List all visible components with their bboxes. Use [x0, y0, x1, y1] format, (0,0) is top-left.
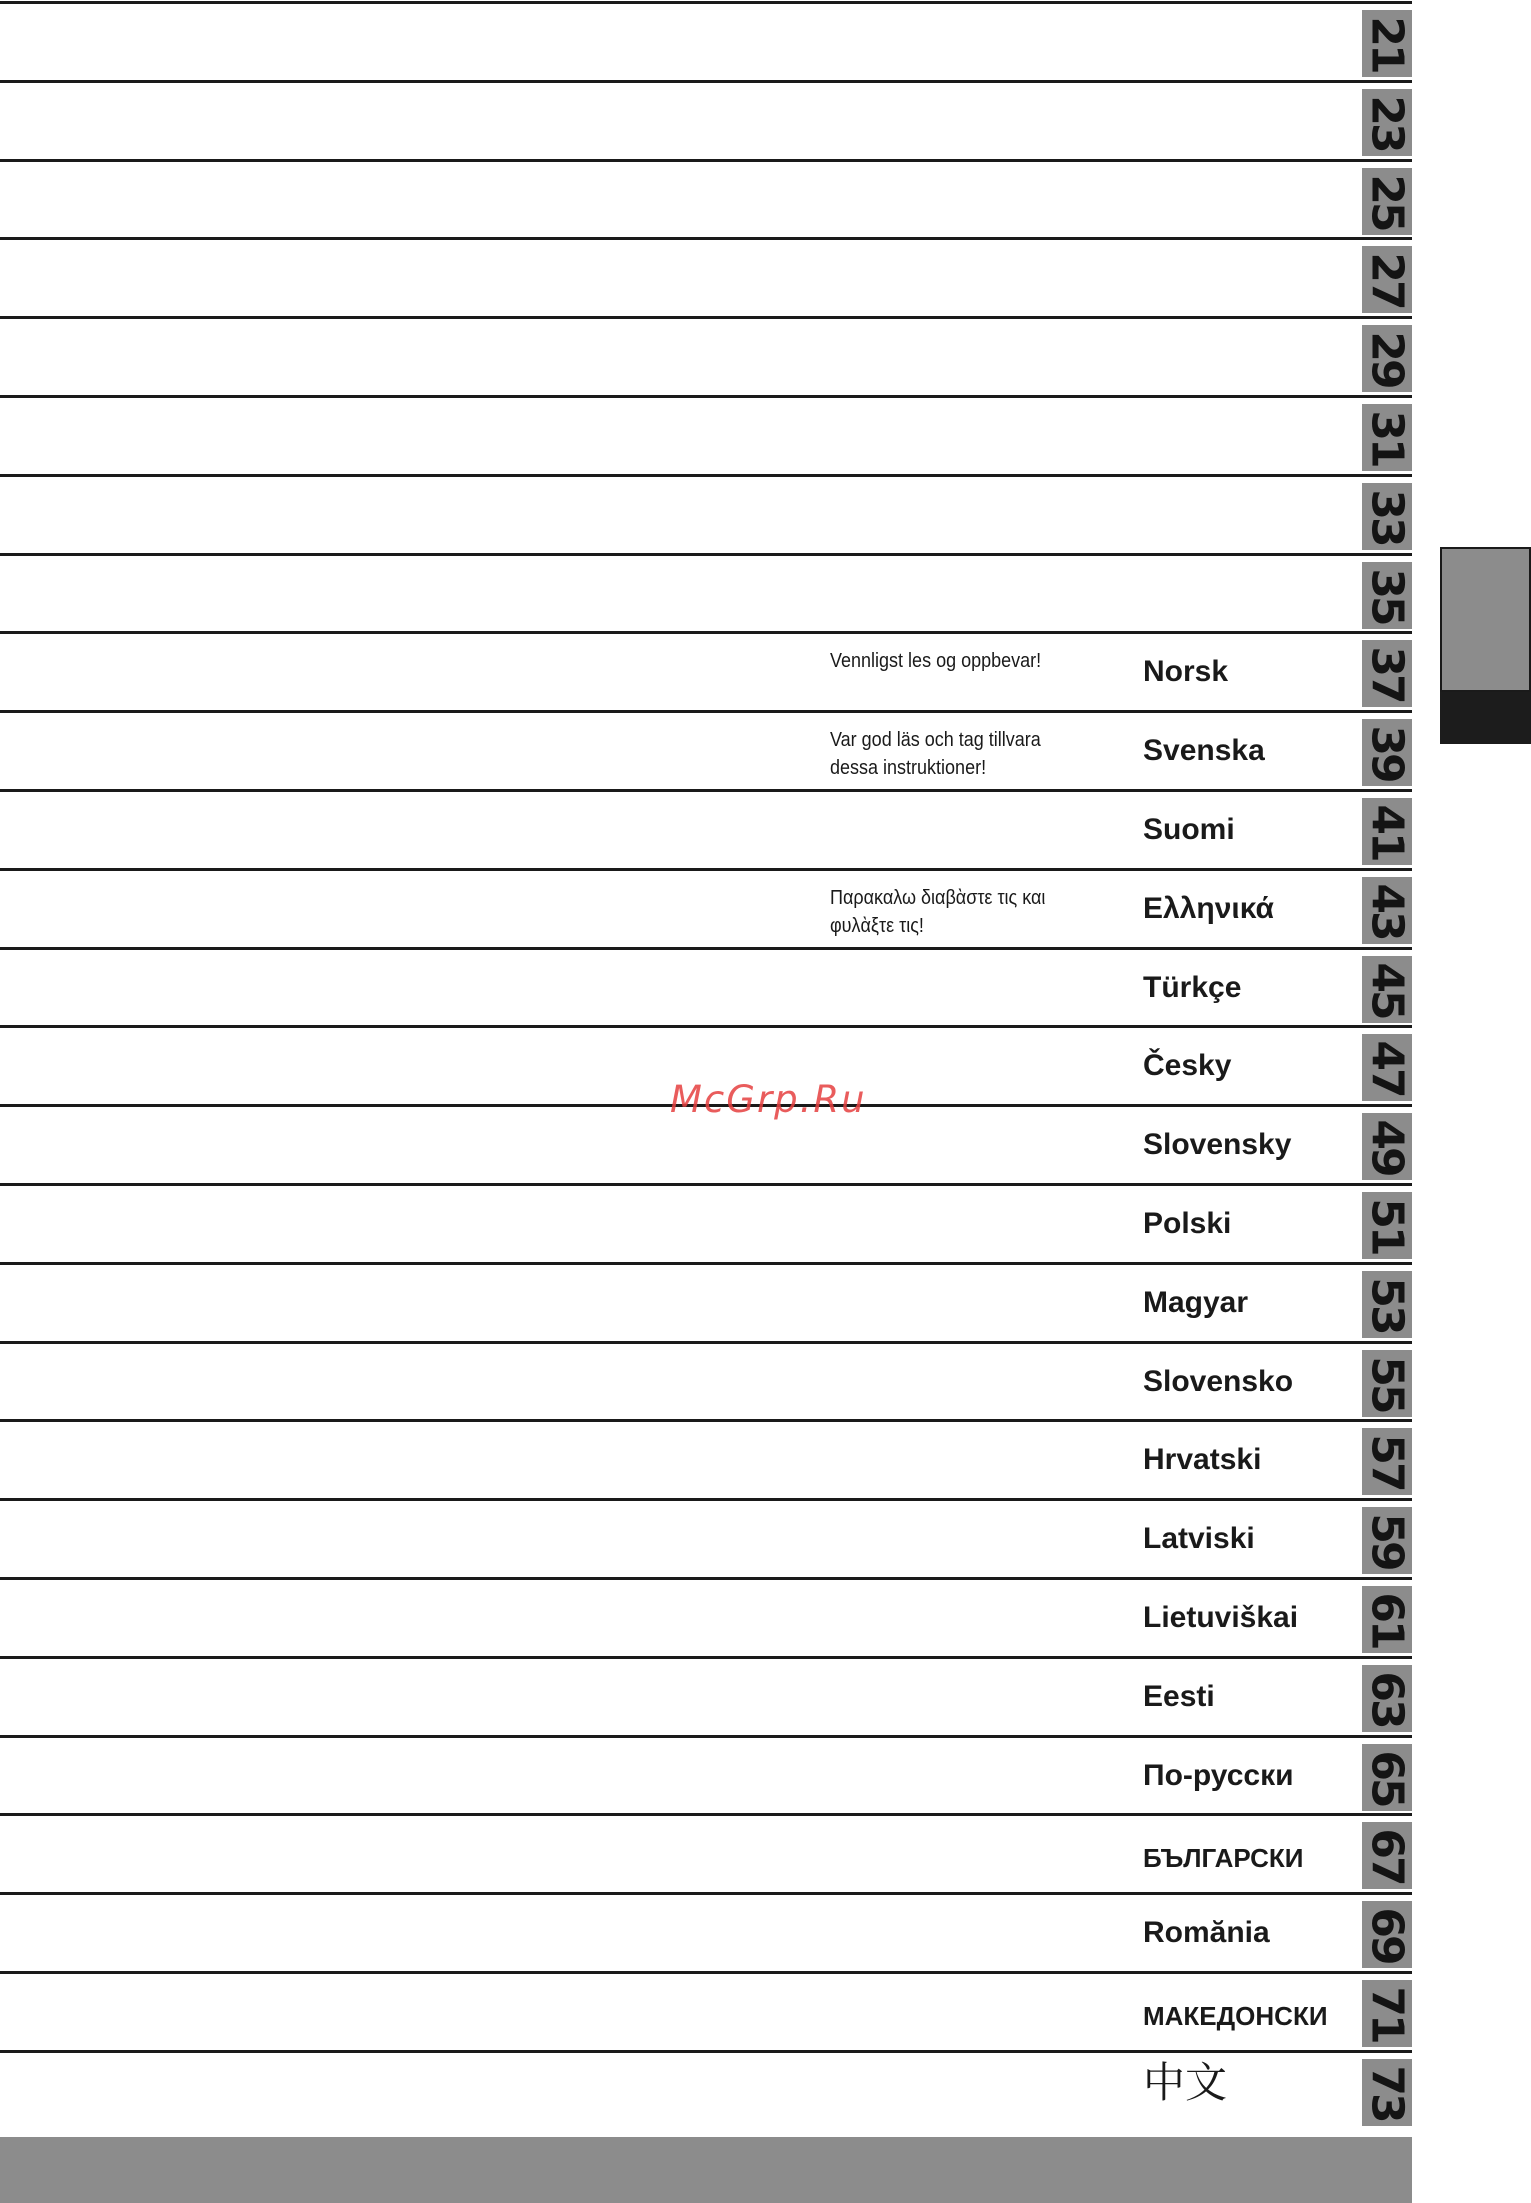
page-number: 61: [1362, 1591, 1412, 1648]
page-number: 23: [1362, 94, 1412, 151]
language-label: Lietuviškai: [1143, 1601, 1299, 1634]
index-row: [0, 631, 1412, 710]
page-number-tab: [1362, 1901, 1412, 1968]
page-number: 27: [1362, 251, 1412, 308]
page-number-tab: [1362, 2059, 1412, 2126]
index-row: [0, 1341, 1412, 1420]
language-label: Ελληνικά: [1143, 892, 1274, 925]
page-number: 33: [1362, 488, 1412, 545]
page-number-tab: [1362, 1822, 1412, 1889]
page-number-tab: [1362, 877, 1412, 944]
page-number-tab: [1362, 1665, 1412, 1732]
page-number-tab: [1362, 89, 1412, 156]
page-number-tab: [1362, 1586, 1412, 1653]
language-label: Slovensky: [1143, 1128, 1292, 1161]
page-number-tab: [1362, 1271, 1412, 1338]
index-row: [0, 1419, 1412, 1498]
language-label: Magyar: [1143, 1286, 1249, 1319]
page-number-tab: [1362, 246, 1412, 313]
page-number-tab: [1362, 168, 1412, 235]
footer-bar: [0, 2137, 1412, 2203]
language-label: Latviski: [1143, 1522, 1255, 1555]
language-label: Norsk: [1143, 655, 1229, 688]
language-label: Hrvatski: [1143, 1443, 1262, 1476]
section-tab-marker-dark: [1440, 692, 1531, 744]
page-number-tab: [1362, 640, 1412, 707]
page-number-tab: [1362, 562, 1412, 629]
page-number: 31: [1362, 409, 1412, 466]
index-row: [0, 553, 1412, 632]
index-row: [0, 1735, 1412, 1814]
instruction-note: Vennligst les og oppbevar!: [830, 650, 1042, 672]
index-row: [0, 1656, 1412, 1735]
index-row: [0, 80, 1412, 159]
page-number: 55: [1362, 1355, 1412, 1412]
page-number-tab: [1362, 1980, 1412, 2047]
index-row: [0, 710, 1412, 789]
index-row: [0, 1577, 1412, 1656]
watermark: McGrp.Ru: [670, 1078, 867, 1121]
page-number: 59: [1362, 1512, 1412, 1569]
page-number: 73: [1362, 2064, 1412, 2121]
page-number: 45: [1362, 961, 1412, 1018]
language-label: Suomi: [1143, 813, 1235, 846]
page-number: 69: [1362, 1906, 1412, 1963]
language-label: По-русски: [1143, 1759, 1294, 1792]
index-row: [0, 1, 1412, 80]
language-label: Slovensko: [1143, 1365, 1294, 1398]
language-label: 中文: [1143, 2058, 1228, 2107]
page-number: 53: [1362, 1276, 1412, 1333]
page-number: 25: [1362, 173, 1412, 230]
index-row: [0, 474, 1412, 553]
language-label: Türkçe: [1143, 971, 1242, 1004]
page-number: 37: [1362, 645, 1412, 702]
index-row: [0, 237, 1412, 316]
index-row: [0, 395, 1412, 474]
page-number: 39: [1362, 724, 1412, 781]
index-row: [0, 868, 1412, 947]
page-number: 21: [1362, 15, 1412, 72]
page-number-tab: [1362, 1113, 1412, 1180]
index-row: [0, 159, 1412, 238]
page-number: 47: [1362, 1039, 1412, 1096]
page-number-tab: [1362, 1350, 1412, 1417]
language-label: Česky: [1143, 1049, 1232, 1082]
index-row: [0, 1813, 1412, 1892]
page-number: 63: [1362, 1670, 1412, 1727]
page-number: 29: [1362, 330, 1412, 387]
page-number-tab: [1362, 1034, 1412, 1101]
page-number: 49: [1362, 1118, 1412, 1175]
page-number-tab: [1362, 798, 1412, 865]
page-number-tab: [1362, 1507, 1412, 1574]
instruction-note: Var god läs och tag tillvara dessa instruktioner!: [830, 729, 1041, 779]
page-number-tab: [1362, 1192, 1412, 1259]
page-number: 67: [1362, 1827, 1412, 1884]
page-number-tab: [1362, 10, 1412, 77]
language-label: Romănia: [1143, 1916, 1270, 1949]
language-label: МАКЕДОНСКИ: [1143, 2001, 1328, 2031]
page-number-tab: [1362, 719, 1412, 786]
page-number-tab: [1362, 404, 1412, 471]
page-number-tab: [1362, 1428, 1412, 1495]
index-row: [0, 1971, 1412, 2050]
page-number: 65: [1362, 1749, 1412, 1806]
language-label: БЪЛГАРСКИ: [1143, 1843, 1304, 1873]
page-number: 35: [1362, 567, 1412, 624]
index-row: [0, 316, 1412, 395]
index-row: [0, 947, 1412, 1026]
index-row: [0, 789, 1412, 868]
language-label: Svenska: [1143, 734, 1265, 767]
index-row: [0, 2050, 1412, 2129]
page-number: 51: [1362, 1197, 1412, 1254]
language-label: Polski: [1143, 1207, 1232, 1240]
page-number: 41: [1362, 803, 1412, 860]
index-row: [0, 1892, 1412, 1971]
index-row: [0, 1498, 1412, 1577]
page-number: 71: [1362, 1985, 1412, 2042]
page-number: 43: [1362, 882, 1412, 939]
index-row: [0, 1183, 1412, 1262]
page-number-tab: [1362, 483, 1412, 550]
page-number-tab: [1362, 956, 1412, 1023]
page-number-tab: [1362, 1744, 1412, 1811]
section-tab-marker: [1440, 547, 1531, 692]
language-label: Eesti: [1143, 1680, 1215, 1713]
index-row: [0, 1262, 1412, 1341]
instruction-note: Παρακαλω διαβὰστε τις και φυλὰξτε τις!: [830, 887, 1046, 937]
page-number: 57: [1362, 1433, 1412, 1490]
page-number-tab: [1362, 325, 1412, 392]
